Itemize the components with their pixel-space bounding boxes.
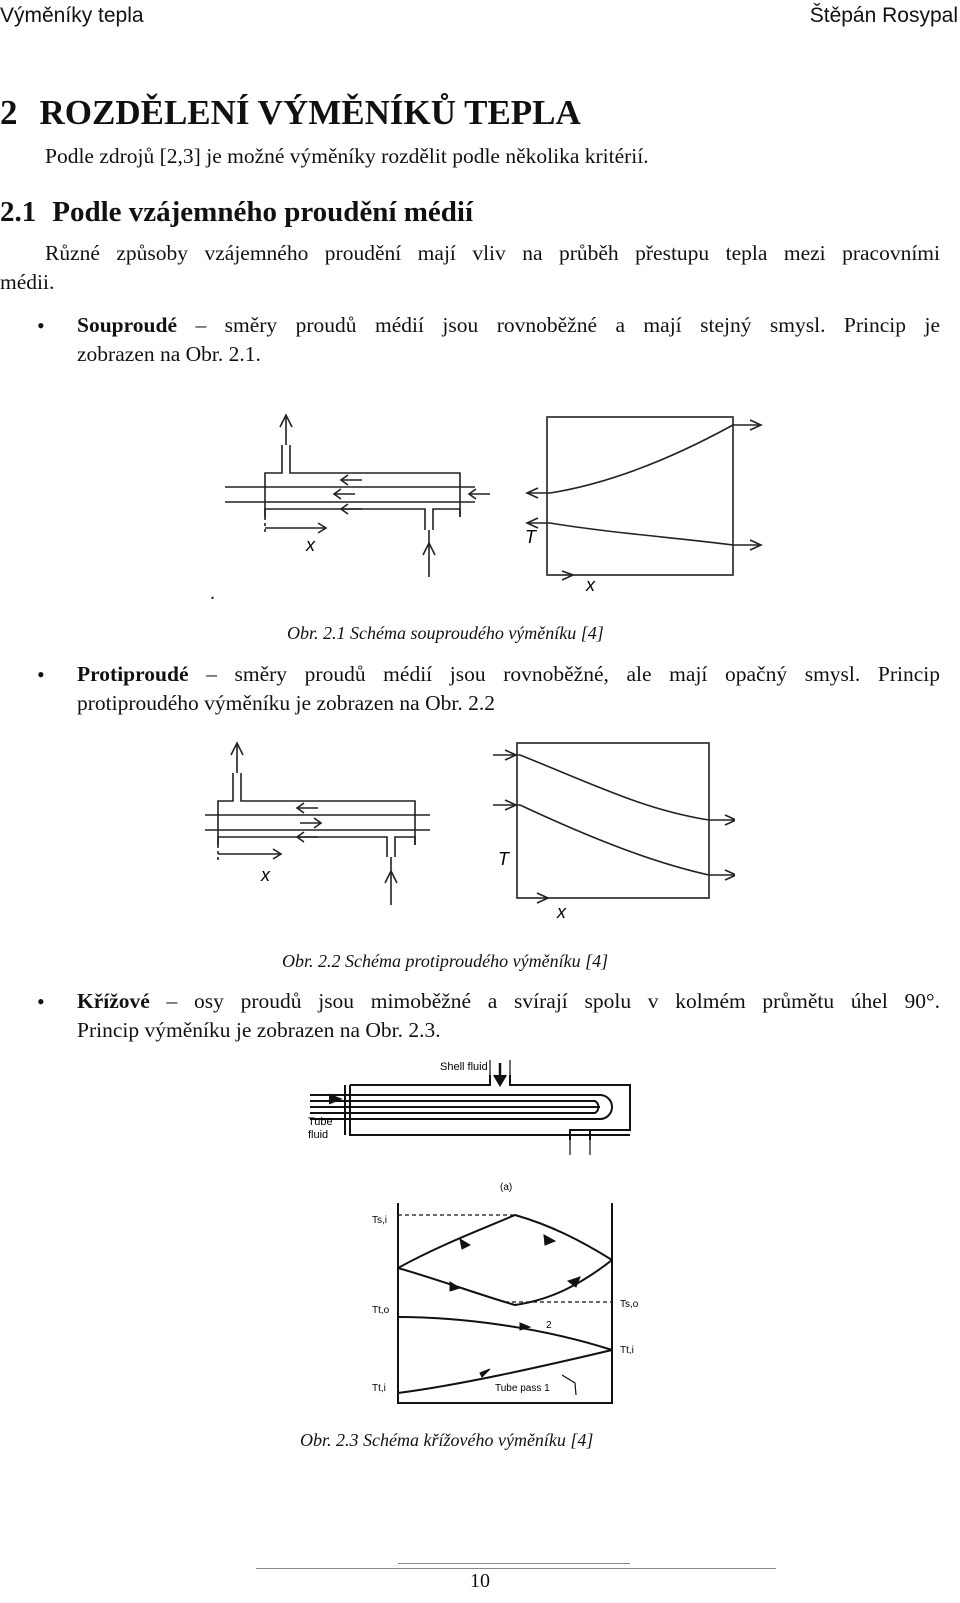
tube-fluid-label-1: Tube [308,1116,333,1128]
bullet-dot: • [37,989,45,1014]
running-header-right: Štěpán Rosypal [809,4,958,27]
figure-2-3-diagram [290,1055,650,1415]
bullet-protiproude-line2: protiproudého výměníku je zobrazen na Obr. 2.2 [77,691,495,715]
fig2-t-label: T [498,849,509,869]
section-title: Podle vzájemného proudění médií [52,196,474,228]
fig1-x-label: x [306,535,315,555]
page-number: 10 [470,1570,490,1592]
fig1-graph-x-label: x [586,575,595,595]
intro-paragraph: Podle zdrojů [2,3] je možné výměníky rozdělit podle několika kritérií. [45,144,649,168]
bullet-term: Křížové [77,989,150,1013]
tube-fluid-label-2: fluid [308,1129,329,1141]
bullet-protiproude-line1 [77,662,940,687]
bullet-text: – směry proudů médií jsou rovnoběžné a mají stejný smysl. Princip je [195,313,940,337]
bullet-term: Souproudé [77,313,177,337]
pass-2-label: 2 [546,1320,552,1331]
bullet-krizove-line2: Princip výměníku je zobrazen na Obr. 2.3. [77,1018,441,1042]
stray-dot: . [210,582,215,604]
section-paragraph-line1: Různé způsoby vzájemného proudění mají vliv na průběh přestupu tepla mezi pracovními [45,241,940,265]
bullet-term: Protiproudé [77,662,189,686]
t-tube-in-left-label: Tt,i [372,1383,386,1394]
bullet-dot: • [37,313,45,338]
subfigure-a-label: (a) [500,1182,513,1193]
figure-2-1-diagram [220,405,780,610]
bullet-dot: • [37,662,45,687]
t-shell-in-label: Ts,i [372,1215,387,1226]
footer-rule [256,1568,776,1569]
figure-2-2-caption: Obr. 2.2 Schéma protiproudého výměníku [4] [282,951,609,971]
figure-2-1-caption: Obr. 2.1 Schéma souproudého výměníku [4] [287,623,604,643]
figure-2-2-diagram [195,735,735,925]
chapter-title: ROZDĚLENÍ VÝMĚNÍKŮ TEPLA [39,93,581,132]
footer-rule-short [398,1563,630,1564]
section-heading [0,196,473,229]
section-number: 2.1 [0,196,37,228]
bullet-krizove-line1 [77,989,940,1014]
bullet-text: – osy proudů jsou mimoběžné a svírají spolu v kolmém průmětu úhel 90°. [166,989,941,1013]
t-tube-out-label: Tt,o [372,1305,390,1316]
fig1-t-label: T [525,527,536,547]
figure-2-3-caption: Obr. 2.3 Schéma křížového výměníku [4] [300,1430,594,1450]
shell-fluid-label: Shell fluid [440,1061,488,1073]
t-tube-in-right-label: Tt,i [620,1345,634,1356]
bullet-text: – směry proudů médií jsou rovnoběžné, ale mají opačný smysl. Princip [206,662,940,686]
bullet-souproude-line2: zobrazen na Obr. 2.1. [77,342,261,366]
fig2-graph-x-label: x [557,902,566,922]
section-paragraph-line2: médii. [0,270,55,294]
tube-pass-1-label: Tube pass 1 [495,1383,550,1394]
chapter-heading [0,93,581,133]
fig2-x-label: x [261,865,270,885]
t-shell-out-label: Ts,o [620,1299,639,1310]
running-header-left: Výměníky tepla [0,4,144,27]
bullet-souproude-line1 [77,313,940,338]
chapter-number: 2 [0,93,18,132]
